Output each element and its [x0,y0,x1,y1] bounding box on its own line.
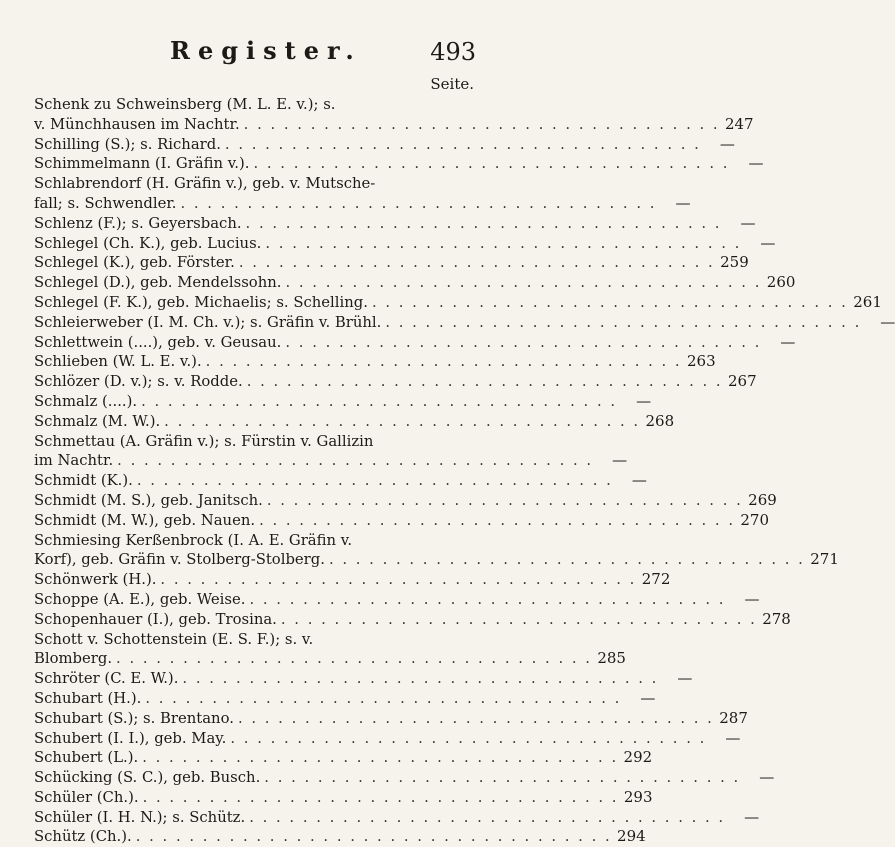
leader-dots: . . . . . . . . . . . . . . . . . . . . . . . . . . . . . . . . . . . . [180,194,657,212]
register-entry [34,708,748,729]
leader-dots: . . . . . . . . . . . . . . . . . . . . . . . . . . . . . . . . . . . . [246,373,723,391]
entry-line [34,827,646,847]
entry-line [34,471,647,491]
leader-dots: . . . . . . . . . . . . . . . . . . . . . . . . . . . . . . . . . . . . [237,709,714,727]
entry-page-number: 269 [748,490,777,509]
entry-line [34,391,652,412]
leader-dots: . . . . . . . . . . . . . . . . . . . . . . . . . . . . . . . . . . . . [253,155,730,173]
leader-dots: . . . . . . . . . . . . . . . . . . . . . . . . . . . . . . . . . . . . [135,828,612,846]
running-title: Register. [170,36,362,65]
register-entry [34,174,691,214]
entry-text: Schimmelmann (I. Gräfin v.). [34,155,250,173]
leader-dots: . . . . . . . . . . . . . . . . . . . . . . . . . . . . . . . . . . . . [238,254,715,272]
register-entry [34,352,716,372]
entry-page-number: 287 [719,708,748,727]
page-header [0,36,498,66]
entry-page-number: 259 [720,253,749,272]
entry-text: Schlettwein (....), geb. v. Geusau. [34,333,282,351]
leader-dots: . . . . . . . . . . . . . . . . . . . . . . . . . . . . . . . . . . . . [160,571,637,589]
entry-line [34,807,760,828]
register-entry [34,510,770,531]
entry-text: Schlenz (F.); s. Geyersbach. [34,214,242,232]
register-entry [34,630,626,670]
entry-text: Schubart (S.); s. Brentano. [34,709,234,727]
entry-line [34,134,735,155]
entry-text: Schüler (I. H. N.); s. Schütz. [34,808,246,826]
register-entry [34,432,628,472]
leader-dots: . . . . . . . . . . . . . . . . . . . . . . . . . . . . . . . . . . . . [142,749,619,767]
register-entry [34,609,791,630]
entry-line [34,233,776,254]
entry-line [34,550,839,570]
entry-text: Schleierweber (I. M. Ch. v.); s. Gräfin v. Brühl. [34,313,382,331]
entry-page-number: — [675,193,691,212]
entry-page-number: — [780,332,796,351]
entry-line [34,193,691,214]
entry-line [34,748,653,768]
leader-dots: . . . . . . . . . . . . . . . . . . . . . . . . . . . . . . . . . . . . [117,452,594,470]
entry-text: Schröter (C. E. W.). [34,670,179,688]
entry-page-number: 263 [686,352,716,371]
entry-text: Schücking (S. C.), geb. Busch. [34,769,261,787]
leader-dots: . . . . . . . . . . . . . . . . . . . . . . . . . . . . . . . . . . . . [249,808,726,826]
column-label-seite: Seite. [430,75,474,93]
entry-text: Schlieben (W. L. E. v.). [34,353,202,371]
entry-text: Schmettau (A. Gräfin v.); s. Fürstin v. Gallizin [34,432,374,450]
entry-line [34,174,478,194]
entry-text: Schmidt (M. W.), geb. Nauen. [34,511,256,529]
entry-text: Schubart (H.). [34,689,142,707]
leader-dots: . . . . . . . . . . . . . . . . . . . . . . . . . . . . . . . . . . . . [182,670,659,688]
leader-dots: . . . . . . . . . . . . . . . . . . . . . . . . . . . . . . . . . . . . [145,689,622,707]
entry-line [34,213,756,234]
entry-page-number: — [725,728,741,747]
entry-page-number: — [748,154,764,173]
entry-line [34,432,478,452]
entry-page-number: 270 [740,510,770,529]
entry-text: Schopenhauer (I.), geb. Trosina. [34,610,277,628]
entry-text: Schilling (S.); s. Richard. [34,135,221,153]
entry-text: Schubert (I. I.), geb. May. [34,729,227,747]
entry-line [34,510,770,531]
entry-page-number: 261 [853,292,882,311]
entry-page-number: — [759,768,775,787]
entry-line [34,451,628,471]
register-entry [34,233,776,254]
leader-dots: . . . . . . . . . . . . . . . . . . . . . . . . . . . . . . . . . . . . [285,274,762,292]
entry-line [34,708,748,729]
entry-text: Schlabrendorf (H. Gräfin v.), geb. v. Mutsche- [34,175,376,193]
leader-dots: . . . . . . . . . . . . . . . . . . . . . . . . . . . . . . . . . . . . [224,135,701,153]
entry-page-number: — [744,589,760,608]
entry-line [34,114,754,135]
entry-text: Schubert (L.). [34,749,139,767]
register-entry [34,531,839,571]
register-entry [34,728,741,749]
entry-page-number: — [719,134,735,153]
entry-page-number: 285 [597,649,626,668]
register-entry [34,312,895,333]
entry-page-number: — [677,669,693,688]
leader-dots: . . . . . . . . . . . . . . . . . . . . . . . . . . . . . . . . . . . . [266,491,743,509]
entry-page-number: — [631,471,647,490]
entry-text: Schlegel (K.), geb. Förster. [34,254,235,272]
register-entry [34,332,796,353]
entry-line [34,490,777,511]
register-entry [34,807,760,828]
entry-text: Schlegel (D.), geb. Mendelssohn. [34,274,282,292]
leader-dots: . . . . . . . . . . . . . . . . . . . . . . . . . . . . . . . . . . . . [164,412,641,430]
entry-page-number: — [612,451,628,470]
entry-line [34,253,749,273]
register-list [34,95,895,847]
leader-dots: . . . . . . . . . . . . . . . . . . . . . . . . . . . . . . . . . . . . [328,551,805,569]
entry-text: Schüler (Ch.). [34,788,139,806]
entry-line [34,372,757,392]
entry-text: Schmalz (....). [34,392,138,410]
entry-text: Schlözer (D. v.); s. v. Rodde. [34,373,243,391]
entry-text: Schönwerk (H.). [34,571,157,589]
leader-dots: . . . . . . . . . . . . . . . . . . . . . . . . . . . . . . . . . . . . [385,313,862,331]
entry-page-number: — [740,213,756,232]
entry-line [34,352,716,372]
leader-dots: . . . . . . . . . . . . . . . . . . . . . . . . . . . . . . . . . . . . [142,788,619,806]
entry-page-number: — [744,807,760,826]
entry-page-number: 294 [617,827,646,846]
entry-page-number: 292 [623,748,653,767]
leader-dots: . . . . . . . . . . . . . . . . . . . . . . . . . . . . . . . . . . . . [141,392,618,410]
entry-page-number: 278 [762,609,791,628]
entry-line [34,589,760,610]
entry-text: im Nachtr. [34,452,114,470]
entry-line [34,669,693,689]
entry-page-number: — [636,391,652,410]
register-entry [34,748,653,768]
register-entry [34,570,671,590]
entry-line [34,273,796,293]
leader-dots: . . . . . . . . . . . . . . . . . . . . . . . . . . . . . . . . . . . . [116,650,592,668]
register-entry [34,411,675,432]
entry-page-number: — [640,688,656,707]
register-entry [34,490,777,511]
register-entry [34,669,693,689]
entry-text: Schlegel (F. K.), geb. Michaelis; s. Schelling. [34,293,368,311]
entry-text: fall; s. Schwendler. [34,194,177,212]
register-entry [34,154,764,174]
entry-line [34,609,791,630]
leader-dots: . . . . . . . . . . . . . . . . . . . . . . . . . . . . . . . . . . . . [264,769,741,787]
register-entry [34,372,757,392]
entry-line [34,95,478,115]
entry-page-number: — [760,233,776,252]
entry-line [34,292,882,313]
entry-line [34,728,741,749]
register-entry [34,471,647,491]
register-entry [34,391,652,412]
entry-line [34,154,764,174]
entry-text: Korf), geb. Gräfin v. Stolberg-Stolberg. [34,551,325,569]
register-entry [34,688,656,709]
leader-dots: . . . . . . . . . . . . . . . . . . . . . . . . . . . . . . . . . . . . [245,214,722,232]
register-entry [34,134,735,155]
register-entry [34,273,796,293]
leader-dots: . . . . . . . . . . . . . . . . . . . . . . . . . . . . . . . . . . . . [243,115,720,133]
register-entry [34,292,882,313]
register-entry [34,589,760,610]
register-entry [34,213,756,234]
entry-text: Blomberg. [34,650,113,668]
register-entry [34,827,646,847]
leader-dots: . . . . . . . . . . . . . . . . . . . . . . . . . . . . . . . . . . . . [371,293,848,311]
leader-dots: . . . . . . . . . . . . . . . . . . . . . . . . . . . . . . . . . . . . [230,729,707,747]
leader-dots: . . . . . . . . . . . . . . . . . . . . . . . . . . . . . . . . . . . . [205,353,682,371]
entry-text: Schmiesing Kerßenbrock (I. A. E. Gräfin v. [34,531,353,549]
entry-line [34,531,478,551]
entry-line [34,688,656,709]
entry-text: Schmidt (M. S.), geb. Janitsch. [34,491,263,509]
entry-text: Schoppe (A. E.), geb. Weise. [34,590,246,608]
entry-line [34,768,775,788]
register-entry [34,768,775,788]
entry-text: Schmalz (M. W.). [34,412,161,430]
entry-page-number: 268 [645,411,675,430]
entry-text: Schlegel (Ch. K.), geb. Lucius. [34,234,262,252]
leader-dots: . . . . . . . . . . . . . . . . . . . . . . . . . . . . . . . . . . . . [265,234,742,252]
entry-page-number: 267 [728,372,757,391]
entry-line [34,570,671,590]
entry-page-number: 293 [623,787,653,806]
leader-dots: . . . . . . . . . . . . . . . . . . . . . . . . . . . . . . . . . . . . [285,333,762,351]
leader-dots: . . . . . . . . . . . . . . . . . . . . . . . . . . . . . . . . . . . . [249,590,726,608]
page-number: 493 [430,38,476,66]
entry-page-number: 272 [641,570,671,589]
entry-text: Schmidt (K.). [34,472,133,490]
entry-line [34,630,478,650]
entry-page-number: 247 [724,114,754,133]
entry-text: Schenk zu Schweinsberg (M. L. E. v.); s. [34,96,336,113]
leader-dots: . . . . . . . . . . . . . . . . . . . . . . . . . . . . . . . . . . . . [136,472,613,490]
entry-line [34,787,653,808]
entry-line [34,411,675,432]
entry-line [34,332,796,353]
entry-line [34,649,626,669]
entry-page-number: 260 [766,273,796,292]
leader-dots: . . . . . . . . . . . . . . . . . . . . . . . . . . . . . . . . . . . . [259,511,736,529]
entry-line [34,312,895,333]
register-entry [34,787,653,808]
entry-page-number: — [880,312,895,331]
entry-text: Schott v. Schottenstein (E. S. F.); s. v. [34,630,314,648]
leader-dots: . . . . . . . . . . . . . . . . . . . . . . . . . . . . . . . . . . . . [280,610,757,628]
register-entry [34,253,749,273]
entry-text: Schütz (Ch.). [34,828,132,846]
entry-text: v. Münchhausen im Nachtr. [34,115,240,133]
register-entry [34,95,754,135]
entry-page-number: 271 [810,550,839,569]
